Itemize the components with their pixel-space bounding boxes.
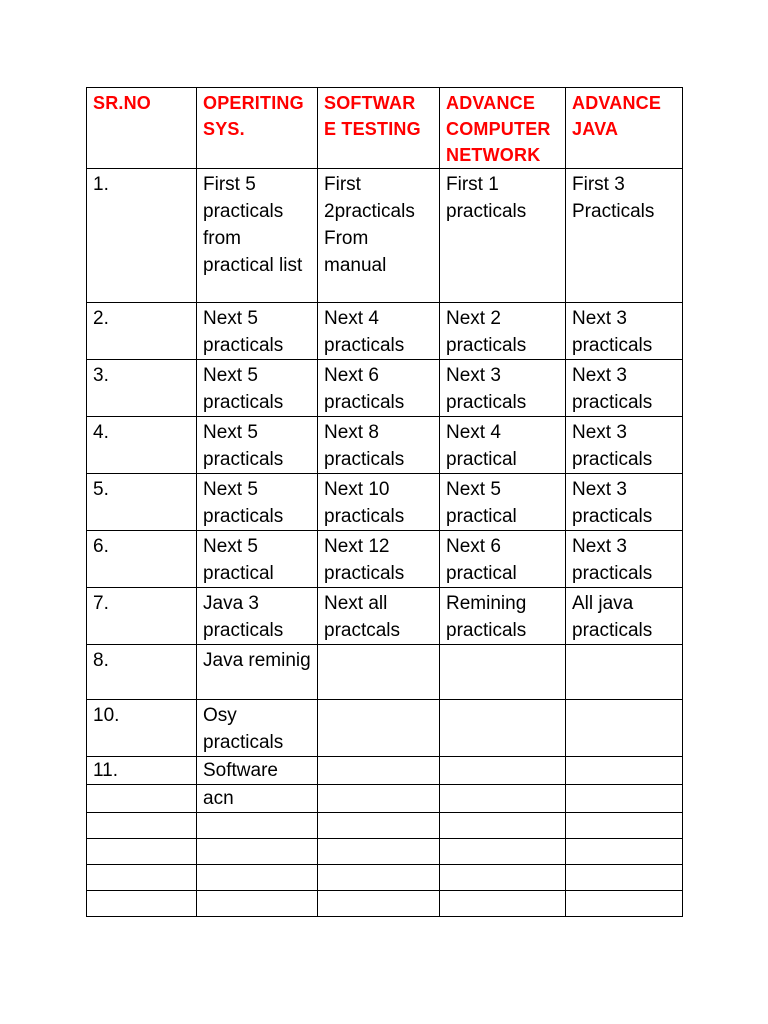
cell-advance-java (566, 645, 683, 700)
cell-advance-computer-network (440, 700, 566, 757)
cell-software-testing: Next 12 practicals (318, 531, 440, 588)
cell-advance-java: Next 3 practicals (566, 531, 683, 588)
header-sr-no: SR.NO (87, 88, 197, 169)
cell-operating-sys: Next 5 practicals (197, 303, 318, 360)
header-software-testing: SOFTWAR E TESTING (318, 88, 440, 169)
cell-software-testing (318, 839, 440, 865)
cell-advance-computer-network (440, 785, 566, 813)
cell-advance-computer-network: Next 2 practicals (440, 303, 566, 360)
cell-software-testing (318, 813, 440, 839)
table-header-row (87, 88, 683, 169)
table-row (87, 700, 683, 757)
table-row (87, 757, 683, 785)
table-row (87, 474, 683, 531)
table-row (87, 891, 683, 917)
table-row (87, 531, 683, 588)
cell-sr-no: 11. (87, 757, 197, 785)
cell-advance-java (566, 839, 683, 865)
cell-sr-no (87, 865, 197, 891)
header-advance-computer-network: ADVANCE COMPUTER NETWORK (440, 88, 566, 169)
cell-advance-java (566, 891, 683, 917)
cell-software-testing: Next 10 practicals (318, 474, 440, 531)
cell-operating-sys (197, 839, 318, 865)
cell-operating-sys: Next 5 practicals (197, 360, 318, 417)
cell-software-testing: Next 6 practicals (318, 360, 440, 417)
cell-advance-computer-network (440, 645, 566, 700)
cell-sr-no: 4. (87, 417, 197, 474)
cell-advance-computer-network (440, 891, 566, 917)
cell-advance-computer-network: Next 3 practicals (440, 360, 566, 417)
cell-operating-sys: Software (197, 757, 318, 785)
cell-advance-computer-network (440, 865, 566, 891)
cell-operating-sys (197, 865, 318, 891)
cell-advance-computer-network: Next 5 practical (440, 474, 566, 531)
cell-advance-java (566, 700, 683, 757)
cell-sr-no: 5. (87, 474, 197, 531)
cell-software-testing: Next all practcals (318, 588, 440, 645)
cell-advance-java: Next 3 practicals (566, 360, 683, 417)
cell-operating-sys (197, 813, 318, 839)
cell-sr-no: 3. (87, 360, 197, 417)
cell-sr-no (87, 839, 197, 865)
cell-advance-java: Next 3 practicals (566, 303, 683, 360)
cell-software-testing (318, 865, 440, 891)
table-row (87, 813, 683, 839)
cell-operating-sys: Osy practicals (197, 700, 318, 757)
cell-advance-java: All java practicals (566, 588, 683, 645)
cell-advance-computer-network: Next 6 practical (440, 531, 566, 588)
table-row (87, 417, 683, 474)
table-row (87, 865, 683, 891)
table-row (87, 785, 683, 813)
cell-sr-no: 8. (87, 645, 197, 700)
cell-software-testing: Next 8 practicals (318, 417, 440, 474)
cell-advance-computer-network: First 1 practicals (440, 169, 566, 303)
cell-operating-sys: Next 5 practicals (197, 417, 318, 474)
table-row (87, 169, 683, 303)
cell-advance-java: Next 3 practicals (566, 417, 683, 474)
cell-operating-sys: Next 5 practical (197, 531, 318, 588)
cell-operating-sys: First 5 practicals from practical list (197, 169, 318, 303)
cell-software-testing (318, 645, 440, 700)
header-advance-java: ADVANCE JAVA (566, 88, 683, 169)
cell-sr-no (87, 891, 197, 917)
cell-sr-no: 2. (87, 303, 197, 360)
cell-operating-sys: acn (197, 785, 318, 813)
table-row (87, 360, 683, 417)
cell-advance-java (566, 813, 683, 839)
cell-sr-no: 6. (87, 531, 197, 588)
table-row (87, 303, 683, 360)
table-row (87, 839, 683, 865)
cell-sr-no: 7. (87, 588, 197, 645)
cell-advance-computer-network: Next 4 practical (440, 417, 566, 474)
cell-advance-computer-network (440, 813, 566, 839)
cell-advance-java (566, 865, 683, 891)
cell-sr-no: 10. (87, 700, 197, 757)
cell-advance-computer-network: Remining practicals (440, 588, 566, 645)
cell-software-testing (318, 891, 440, 917)
table-row (87, 588, 683, 645)
cell-software-testing (318, 757, 440, 785)
cell-advance-computer-network (440, 839, 566, 865)
cell-advance-java (566, 785, 683, 813)
cell-sr-no: 1. (87, 169, 197, 303)
cell-operating-sys: Java 3 practicals (197, 588, 318, 645)
cell-advance-java (566, 757, 683, 785)
cell-sr-no (87, 813, 197, 839)
cell-operating-sys (197, 891, 318, 917)
table-row (87, 645, 683, 700)
header-operating-sys: OPERITING SYS. (197, 88, 318, 169)
cell-software-testing (318, 785, 440, 813)
cell-sr-no (87, 785, 197, 813)
cell-advance-java: First 3 Practicals (566, 169, 683, 303)
cell-operating-sys: Java reminig (197, 645, 318, 700)
cell-software-testing: First 2practicals From manual (318, 169, 440, 303)
cell-operating-sys: Next 5 practicals (197, 474, 318, 531)
cell-software-testing: Next 4 practicals (318, 303, 440, 360)
cell-advance-java: Next 3 practicals (566, 474, 683, 531)
cell-advance-computer-network (440, 757, 566, 785)
cell-software-testing (318, 700, 440, 757)
practical-schedule-table (86, 87, 683, 917)
